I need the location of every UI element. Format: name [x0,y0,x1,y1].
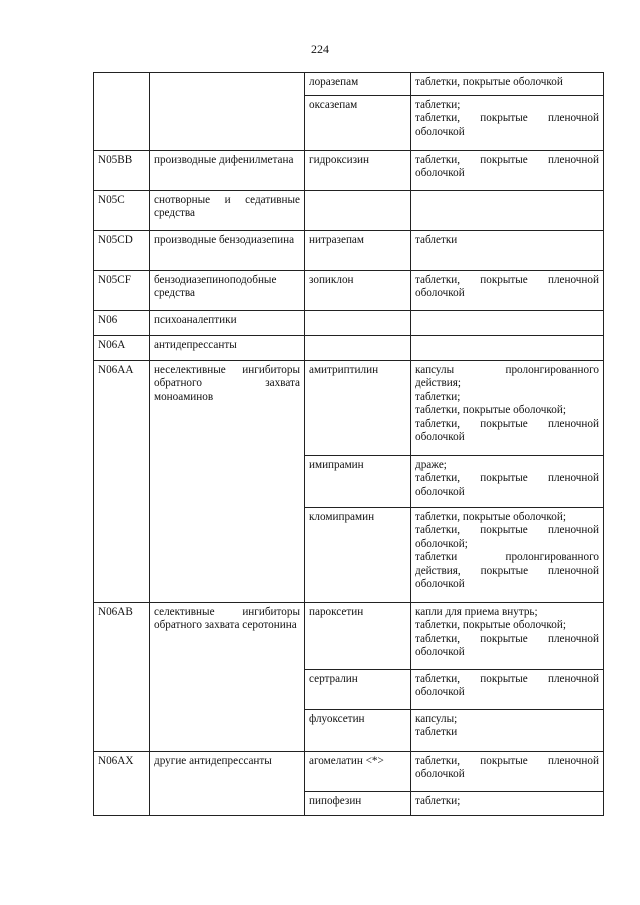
group-name-cell: производные бензодиазепина [150,231,305,271]
atc-code-cell: N06AB [94,603,150,752]
group-name-cell: неселективные ингибиторы обратного захвата моноаминов [150,361,305,603]
table-row [94,752,604,792]
dosage-form-cell: таблетки, покрытые пленочной оболочкой [411,752,604,792]
dosage-form-cell: капсулы; таблетки [411,710,604,752]
table-row [94,361,604,456]
drug-name-cell: оксазепам [305,96,411,151]
drug-name-cell [305,311,411,336]
group-name-cell [150,73,305,151]
dosage-form-cell: таблетки, покрытые пленочной оболочкой [411,271,604,311]
dosage-form-cell [411,191,604,231]
group-name-cell: психоаналептики [150,311,305,336]
dosage-form-cell: таблетки; [411,792,604,816]
drug-name-cell: агомелатин <*> [305,752,411,792]
group-name-cell: селективные ингибиторы обратного захвата серотонина [150,603,305,752]
table-row [94,73,604,96]
table-row [94,603,604,670]
dosage-form-cell [411,311,604,336]
atc-code-cell: N05CD [94,231,150,271]
drug-name-cell: флуоксетин [305,710,411,752]
group-name-cell: производные дифенилметана [150,151,305,191]
drug-name-cell [305,336,411,361]
dosage-form-cell: драже; таблетки, покрытые пленочной оболочкой [411,456,604,508]
drug-table [93,72,604,816]
table-row [94,311,604,336]
dosage-form-cell: таблетки [411,231,604,271]
table-row [94,151,604,191]
atc-code-cell: N06AA [94,361,150,603]
group-name-cell: бензодиазепиноподобные средства [150,271,305,311]
drug-name-cell: зопиклон [305,271,411,311]
group-name-cell: антидепрессанты [150,336,305,361]
atc-code-cell: N05BB [94,151,150,191]
atc-code-cell: N06A [94,336,150,361]
drug-name-cell: нитразепам [305,231,411,271]
drug-name-cell: пароксетин [305,603,411,670]
atc-code-cell: N06AX [94,752,150,816]
table-row [94,231,604,271]
drug-name-cell: имипрамин [305,456,411,508]
drug-name-cell: пипофезин [305,792,411,816]
drug-name-cell: сертралин [305,670,411,710]
dosage-form-cell: таблетки, покрытые пленочной оболочкой [411,670,604,710]
table-row [94,271,604,311]
drug-name-cell: гидроксизин [305,151,411,191]
group-name-cell: другие антидепрессанты [150,752,305,816]
atc-code-cell: N05C [94,191,150,231]
dosage-form-cell: капли для приема внутрь; таблетки, покрытые оболочкой; таблетки, покрытые пленочной оболочкой [411,603,604,670]
atc-code-cell [94,73,150,151]
table-row [94,336,604,361]
dosage-form-cell: таблетки, покрытые оболочкой; таблетки, покрытые пленочной оболочкой; таблетки пролонгированного действия, покрытые пленочной оболочкой [411,508,604,603]
drug-name-cell: амитриптилин [305,361,411,456]
dosage-form-cell: капсулы пролонгированного действия; таблетки; таблетки, покрытые оболочкой; таблетки, покрытые пленочной оболочкой [411,361,604,456]
group-name-cell: снотворные и седативные средства [150,191,305,231]
table-row [94,191,604,231]
drug-name-cell: лоразепам [305,73,411,96]
drug-name-cell [305,191,411,231]
drug-name-cell: кломипрамин [305,508,411,603]
dosage-form-cell: таблетки, покрытые оболочкой [411,73,604,96]
dosage-form-cell: таблетки; таблетки, покрытые пленочной оболочкой [411,96,604,151]
atc-code-cell: N06 [94,311,150,336]
atc-code-cell: N05CF [94,271,150,311]
page-number: 224 [311,42,329,56]
dosage-form-cell: таблетки, покрытые пленочной оболочкой [411,151,604,191]
dosage-form-cell [411,336,604,361]
